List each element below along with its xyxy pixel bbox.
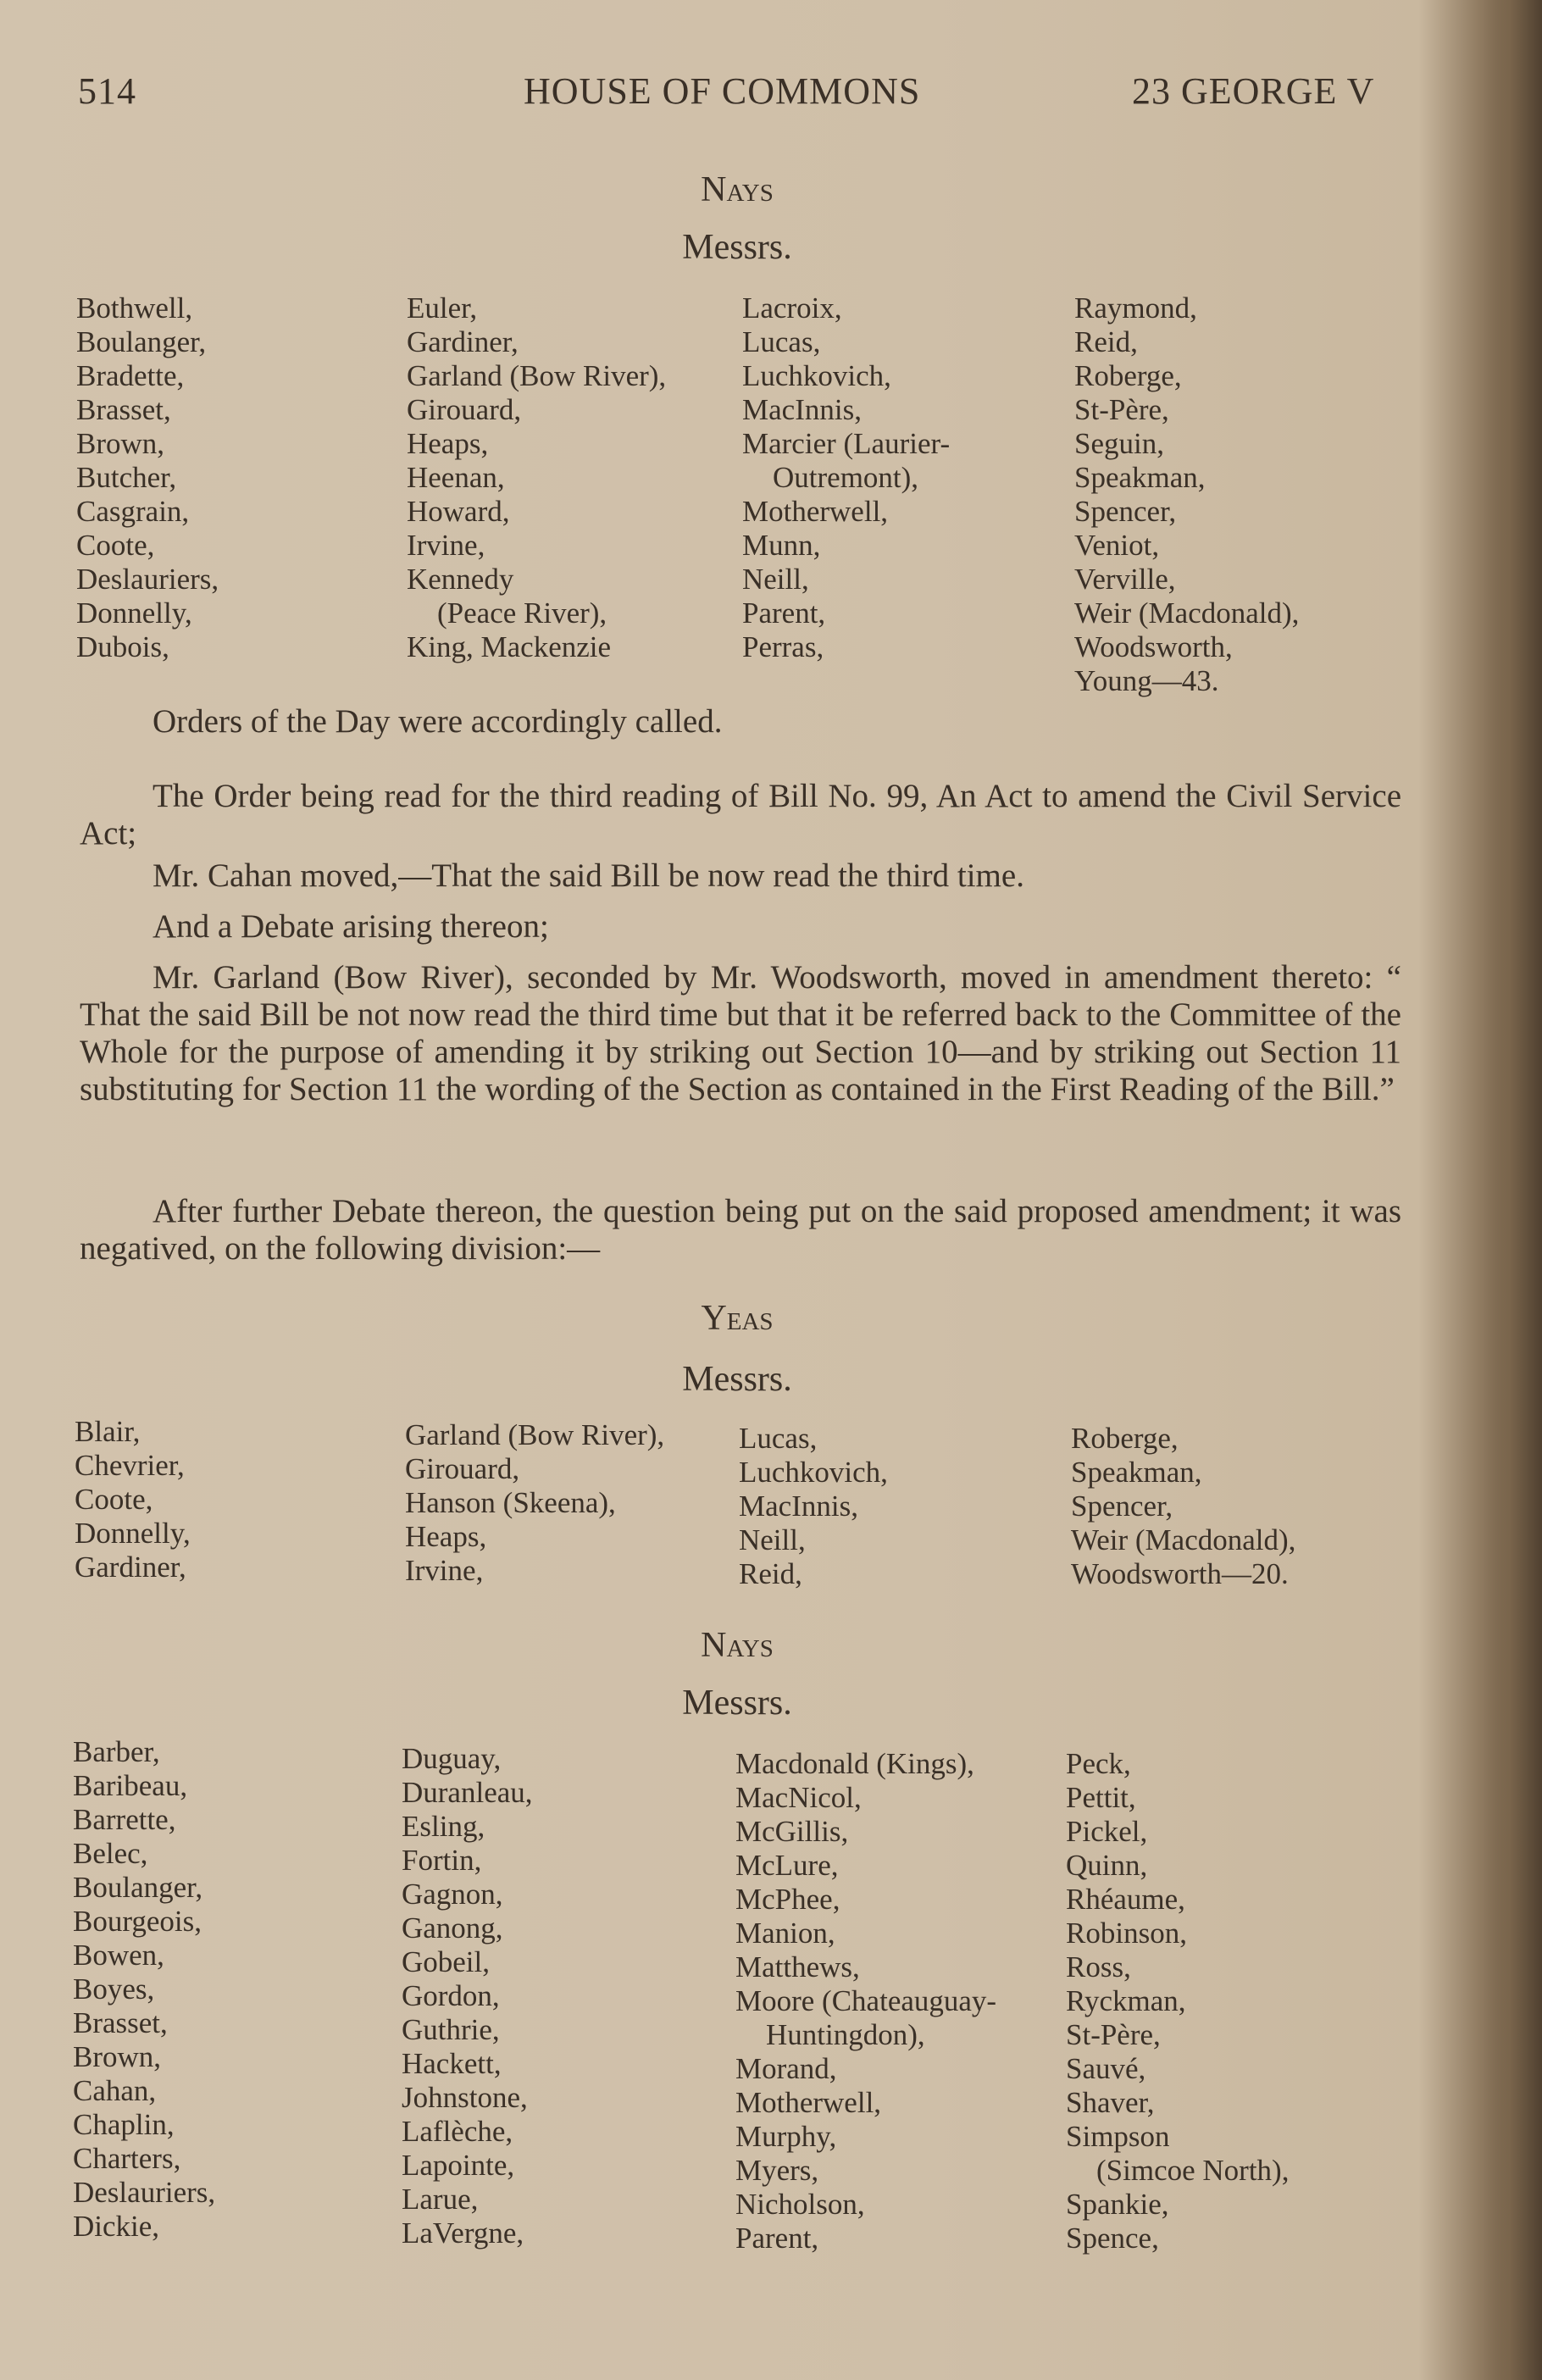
member-name: St-Père, bbox=[1074, 393, 1169, 426]
division3-column-3 bbox=[735, 1747, 996, 2255]
member-name: Esling, bbox=[402, 1810, 485, 1843]
member-name: Chaplin, bbox=[73, 2108, 175, 2141]
running-title: HOUSE OF COMMONS bbox=[524, 70, 921, 112]
member-name: Pickel, bbox=[1066, 1815, 1148, 1848]
division-paragraph bbox=[80, 1193, 1401, 1268]
member-name: Charters, bbox=[73, 2142, 181, 2175]
division1-heading: Nays bbox=[701, 170, 774, 209]
third-reading-paragraph bbox=[80, 778, 1401, 852]
member-name: Spence, bbox=[1066, 2222, 1159, 2255]
member-name: Brown, bbox=[76, 427, 165, 460]
member-name: Ryckman, bbox=[1066, 1984, 1186, 2017]
division1-column-2 bbox=[407, 291, 666, 664]
member-name: St-Père, bbox=[1066, 2018, 1161, 2051]
member-name: Pettit, bbox=[1066, 1781, 1136, 1814]
member-name: Deslauriers, bbox=[73, 2176, 216, 2209]
member-name: Young—43. bbox=[1074, 664, 1219, 697]
member-name: Gobeil, bbox=[402, 1945, 491, 1978]
member-name: Bothwell, bbox=[76, 291, 193, 325]
member-name: Quinn, bbox=[1066, 1849, 1148, 1882]
member-name: McPhee, bbox=[735, 1883, 840, 1916]
division1-column-3 bbox=[742, 291, 950, 664]
member-name: Veniot, bbox=[1074, 529, 1160, 562]
division3-heading: Nays bbox=[701, 1626, 774, 1665]
division1-column-4 bbox=[1074, 291, 1299, 698]
member-name: Euler, bbox=[407, 291, 478, 325]
member-name: Deslauriers, bbox=[76, 563, 219, 596]
division1-subheading: Messrs. bbox=[682, 228, 792, 267]
member-name: Brasset, bbox=[76, 393, 171, 426]
member-name: Weir (Macdonald), bbox=[1074, 596, 1300, 630]
member-name: King, Mackenzie bbox=[407, 630, 612, 663]
member-name: Belec, bbox=[73, 1837, 148, 1870]
member-name: Dickie, bbox=[73, 2210, 160, 2243]
member-name: Heaps, bbox=[407, 427, 489, 460]
division3-column-1 bbox=[73, 1735, 215, 2244]
member-name: Shaver, bbox=[1066, 2086, 1155, 2119]
member-name: Manion, bbox=[735, 1917, 835, 1950]
member-name: Matthews, bbox=[735, 1950, 860, 1983]
member-name: McGillis, bbox=[735, 1815, 849, 1848]
member-name: Girouard, bbox=[405, 1452, 520, 1485]
division2-subheading: Messrs. bbox=[682, 1360, 792, 1399]
member-name: Simpson bbox=[1066, 2120, 1170, 2153]
member-name: Duguay, bbox=[402, 1742, 502, 1775]
member-name: Laflèche, bbox=[402, 2115, 513, 2148]
motion-paragraph bbox=[80, 857, 1401, 895]
member-name: Boulanger, bbox=[73, 1871, 203, 1904]
member-name: Sauvé, bbox=[1066, 2052, 1146, 2085]
member-name: Garland (Bow River), bbox=[407, 359, 667, 392]
member-name: Lapointe, bbox=[402, 2149, 515, 2182]
member-name: Macdonald (Kings), bbox=[735, 1747, 974, 1780]
member-name: Speakman, bbox=[1074, 461, 1206, 494]
member-name: Gardiner, bbox=[407, 325, 519, 358]
member-name: Gagnon, bbox=[402, 1878, 503, 1911]
member-name: Woodsworth, bbox=[1074, 630, 1233, 663]
member-name: Heaps, bbox=[405, 1520, 487, 1553]
member-name: Dubois, bbox=[76, 630, 169, 663]
member-name: Parent, bbox=[742, 596, 826, 630]
member-name: Fortin, bbox=[402, 1844, 482, 1877]
member-name: Seguin, bbox=[1074, 427, 1164, 460]
member-name: Verville, bbox=[1074, 563, 1176, 596]
member-name: Peck, bbox=[1066, 1747, 1131, 1780]
member-name: Spankie, bbox=[1066, 2188, 1169, 2221]
page-number: 514 bbox=[78, 70, 136, 112]
member-name: Rhéaume, bbox=[1066, 1883, 1185, 1916]
member-name: Reid, bbox=[1074, 325, 1138, 358]
member-name: Barrette, bbox=[73, 1803, 176, 1836]
member-name: Raymond, bbox=[1074, 291, 1197, 325]
member-name: Lucas, bbox=[739, 1422, 818, 1455]
member-name: Robinson, bbox=[1066, 1917, 1187, 1950]
division2-column-1 bbox=[75, 1415, 191, 1584]
member-name: MacInnis, bbox=[739, 1490, 858, 1523]
regnal-year: 23 GEORGE V bbox=[1132, 70, 1375, 112]
member-name: (Simcoe North), bbox=[1096, 2154, 1290, 2187]
orders-of-day-paragraph bbox=[80, 703, 1401, 741]
member-name: Barber, bbox=[73, 1735, 160, 1768]
paragraph-text: Mr. Garland (Bow River), seconded by Mr. Woodsworth, moved in amendment thereto: “ That the said Bill be not now read the third time but that it be referred back to the Committee of the Whole for the purpose of amending it by striking out Section 10—and by striking out Section 11 substituting for Section 11 the wording of the Section as contained in the First Reading of the Bill.” bbox=[80, 959, 1401, 1107]
member-name: Myers, bbox=[735, 2154, 819, 2187]
member-name: Cahan, bbox=[73, 2074, 157, 2107]
division2-heading: Yeas bbox=[701, 1299, 774, 1338]
division2-column-4 bbox=[1071, 1422, 1295, 1591]
book-binding-edge bbox=[1483, 0, 1542, 2380]
member-name: Morand, bbox=[735, 2052, 837, 2085]
member-name: Murphy, bbox=[735, 2120, 837, 2153]
member-name: Neill, bbox=[742, 563, 809, 596]
member-name: McLure, bbox=[735, 1849, 839, 1882]
member-name: Baribeau, bbox=[73, 1769, 188, 1802]
member-name: Hackett, bbox=[402, 2047, 502, 2080]
member-name: Hanson (Skeena), bbox=[405, 1486, 616, 1519]
member-name: Huntingdon), bbox=[766, 2018, 925, 2051]
member-name: Moore (Chateauguay- bbox=[735, 1984, 997, 2017]
member-name: Woodsworth—20. bbox=[1071, 1557, 1289, 1590]
debate-paragraph bbox=[80, 908, 1401, 946]
member-name: Donnelly, bbox=[76, 596, 192, 630]
member-name: Spencer, bbox=[1071, 1490, 1173, 1523]
member-name: Johnstone, bbox=[402, 2081, 528, 2114]
member-name: Coote, bbox=[76, 529, 155, 562]
member-name: Kennedy bbox=[407, 563, 514, 596]
member-name: Guthrie, bbox=[402, 2013, 500, 2046]
member-name: Luchkovich, bbox=[739, 1456, 888, 1489]
paragraph-text: And a Debate arising thereon; bbox=[153, 908, 549, 945]
member-name: Coote, bbox=[75, 1483, 153, 1516]
member-name: Munn, bbox=[742, 529, 821, 562]
member-name: Chevrier, bbox=[75, 1449, 185, 1482]
member-name: Reid, bbox=[739, 1557, 802, 1590]
member-name: Outremont), bbox=[773, 461, 919, 494]
member-name: Heenan, bbox=[407, 461, 505, 494]
member-name: Lacroix, bbox=[742, 291, 842, 325]
member-name: Girouard, bbox=[407, 393, 522, 426]
member-name: LaVergne, bbox=[402, 2216, 524, 2250]
member-name: Brasset, bbox=[73, 2006, 168, 2039]
member-name: Boyes, bbox=[73, 1972, 155, 2006]
member-name: Gordon, bbox=[402, 1979, 500, 2012]
member-name: Speakman, bbox=[1071, 1456, 1202, 1489]
member-name: Bradette, bbox=[76, 359, 185, 392]
member-name: Howard, bbox=[407, 495, 510, 528]
member-name: Marcier (Laurier- bbox=[742, 427, 951, 460]
member-name: Roberge, bbox=[1071, 1422, 1179, 1455]
member-name: Donnelly, bbox=[75, 1517, 191, 1550]
member-name: Irvine, bbox=[407, 529, 485, 562]
member-name: (Peace River), bbox=[437, 596, 607, 630]
member-name: Butcher, bbox=[76, 461, 177, 494]
member-name: Nicholson, bbox=[735, 2188, 865, 2221]
member-name: Weir (Macdonald), bbox=[1071, 1523, 1296, 1556]
member-name: Casgrain, bbox=[76, 495, 190, 528]
member-name: Blair, bbox=[75, 1415, 141, 1448]
member-name: Gardiner, bbox=[75, 1551, 186, 1584]
member-name: MacNicol, bbox=[735, 1781, 862, 1814]
member-name: Motherwell, bbox=[735, 2086, 882, 2119]
division2-column-3 bbox=[739, 1422, 888, 1591]
member-name: Boulanger, bbox=[76, 325, 207, 358]
division3-column-2 bbox=[402, 1742, 533, 2250]
division3-subheading: Messrs. bbox=[682, 1684, 792, 1723]
member-name: Duranleau, bbox=[402, 1776, 533, 1809]
member-name: Brown, bbox=[73, 2040, 162, 2073]
member-name: Irvine, bbox=[405, 1554, 484, 1587]
member-name: Spencer, bbox=[1074, 495, 1177, 528]
member-name: Parent, bbox=[735, 2222, 819, 2255]
member-name: Bowen, bbox=[73, 1939, 164, 1972]
division3-column-4 bbox=[1066, 1747, 1289, 2255]
member-name: Larue, bbox=[402, 2183, 479, 2216]
paragraph-text: After further Debate thereon, the question being put on the said proposed amendment; it was negatived, on the following division:— bbox=[80, 1193, 1401, 1267]
member-name: Roberge, bbox=[1074, 359, 1182, 392]
member-name: Motherwell, bbox=[742, 495, 889, 528]
paragraph-text: Orders of the Day were accordingly called. bbox=[153, 703, 723, 740]
division2-column-2 bbox=[405, 1418, 664, 1588]
member-name: Garland (Bow River), bbox=[405, 1418, 665, 1451]
amendment-paragraph bbox=[80, 959, 1401, 1108]
member-name: Ross, bbox=[1066, 1950, 1131, 1983]
member-name: Bourgeois, bbox=[73, 1905, 202, 1938]
paragraph-text: The Order being read for the third reading of Bill No. 99, An Act to amend the Civil Service Act; bbox=[80, 778, 1401, 852]
member-name: Neill, bbox=[739, 1523, 806, 1556]
member-name: Lucas, bbox=[742, 325, 821, 358]
paragraph-text: Mr. Cahan moved,—That the said Bill be now read the third time. bbox=[153, 857, 1024, 894]
member-name: Perras, bbox=[742, 630, 824, 663]
member-name: Luchkovich, bbox=[742, 359, 891, 392]
division1-column-1 bbox=[76, 291, 219, 664]
member-name: MacInnis, bbox=[742, 393, 862, 426]
member-name: Ganong, bbox=[402, 1911, 503, 1944]
